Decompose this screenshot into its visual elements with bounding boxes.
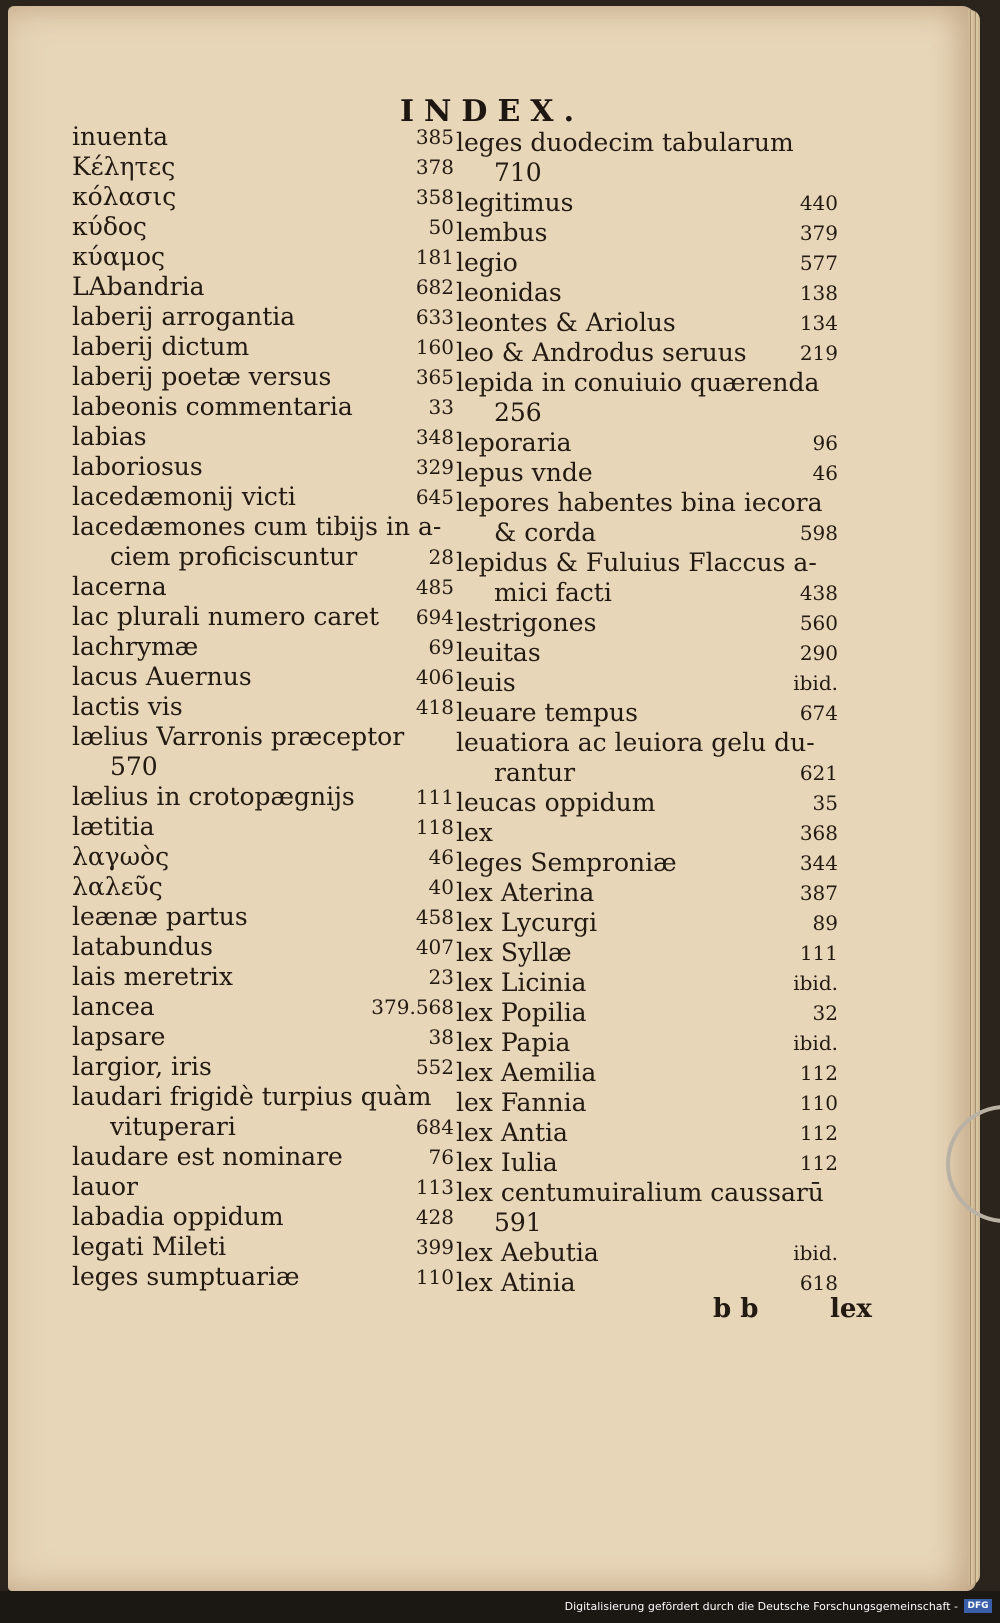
index-term: leontes & Ariolus <box>456 308 676 337</box>
page-number: 577 <box>799 251 838 275</box>
index-entry <box>456 128 838 158</box>
page-number: 111 <box>799 941 838 965</box>
index-entry <box>456 1118 838 1148</box>
page-number: 33 <box>428 395 454 419</box>
index-term: labeonis commentaria <box>72 392 353 421</box>
page-number: 96 <box>812 431 838 455</box>
index-term: leges sumptuariæ <box>72 1262 300 1291</box>
index-term: lais meretrix <box>72 962 234 991</box>
index-term: LAbandria <box>72 272 205 301</box>
index-term: lacus Auernus <box>72 662 252 691</box>
index-term: 710 <box>494 158 542 187</box>
index-term: lapsare <box>72 1022 166 1051</box>
index-entry <box>456 998 838 1028</box>
index-entry <box>456 1208 838 1238</box>
index-entry <box>456 878 838 908</box>
page-number: ibid. <box>793 1241 838 1265</box>
page-header: INDEX. <box>399 94 585 129</box>
index-entry <box>72 512 454 542</box>
index-term: κύδος <box>72 212 147 241</box>
index-entry <box>72 482 454 512</box>
index-entry <box>72 332 454 362</box>
page-number: 598 <box>799 521 838 545</box>
page-number: 674 <box>799 701 838 725</box>
page-number: ibid. <box>793 971 838 995</box>
index-term: lac plurali numero caret <box>72 602 380 631</box>
index-term: vituperari <box>110 1112 236 1141</box>
page-number: 458 <box>415 905 454 929</box>
index-entry <box>72 1202 454 1232</box>
index-entry <box>456 248 838 278</box>
index-term: leo & Androdus seruus <box>456 338 747 367</box>
index-term: ciem proficiscuntur <box>110 542 358 571</box>
index-term: 591 <box>494 1208 542 1237</box>
page-number: 28 <box>428 545 454 569</box>
index-term: lepus vnde <box>456 458 593 487</box>
index-entry <box>456 578 838 608</box>
index-entry <box>72 242 454 272</box>
page-number: 110 <box>415 1265 454 1289</box>
index-entry <box>72 932 454 962</box>
page-number: 46 <box>428 845 454 869</box>
book-page <box>8 6 976 1591</box>
index-entry <box>456 158 838 188</box>
index-entry <box>456 338 838 368</box>
index-entry <box>456 488 838 518</box>
index-entry <box>72 542 454 572</box>
index-entry <box>72 842 454 872</box>
page-number: 368 <box>799 821 838 845</box>
index-term: lex Aebutia <box>456 1238 599 1267</box>
page-number: 38 <box>428 1025 454 1049</box>
page-number: 89 <box>812 911 838 935</box>
page-number: 399 <box>415 1235 454 1259</box>
index-entry <box>456 458 838 488</box>
index-term: λαλεῦς <box>72 872 163 901</box>
page-number: 181 <box>415 245 454 269</box>
index-term: lestrigones <box>456 608 597 637</box>
index-entry <box>72 182 454 212</box>
index-entry <box>456 398 838 428</box>
page-number: 552 <box>415 1055 454 1079</box>
index-term: lælius Varronis præceptor <box>72 722 405 751</box>
index-entry <box>72 1082 454 1112</box>
signature-mark: b b <box>713 1294 759 1324</box>
page-number: 348 <box>415 425 454 449</box>
page-number: 50 <box>428 215 454 239</box>
index-entry <box>456 1268 838 1298</box>
footer-credit: Digitalisierung gefördert durch die Deutsche Forschungsgemeinschaft - <box>564 1600 958 1613</box>
index-term: laboriosus <box>72 452 203 481</box>
index-entry <box>72 302 454 332</box>
index-term: lex Antia <box>456 1118 568 1147</box>
page-number: 428 <box>415 1205 454 1229</box>
index-term: lætitia <box>72 812 155 841</box>
index-term: inuenta <box>72 122 169 151</box>
index-entry <box>456 638 838 668</box>
index-term: lachrymæ <box>72 632 199 661</box>
index-term: lex Lycurgi <box>456 908 598 937</box>
index-entry <box>72 1022 454 1052</box>
index-entry <box>72 152 454 182</box>
index-entry <box>72 632 454 662</box>
index-term: lepores habentes bina iecora <box>456 488 823 517</box>
page-number: 379 <box>799 221 838 245</box>
page-number: 618 <box>799 1271 838 1295</box>
index-entry <box>456 1088 838 1118</box>
index-entry <box>456 758 838 788</box>
index-term: lepidus & Fuluius Flaccus a- <box>456 548 817 577</box>
page-number: 40 <box>428 875 454 899</box>
index-entry <box>72 902 454 932</box>
page-number: 118 <box>415 815 454 839</box>
index-entry <box>72 392 454 422</box>
index-term: laberij poetæ versus <box>72 362 332 391</box>
index-term: lepida in conuiuio quærenda <box>456 368 820 397</box>
index-entry <box>72 1172 454 1202</box>
index-term: lex Aterina <box>456 878 595 907</box>
index-entry <box>72 272 454 302</box>
index-term: lancea <box>72 992 155 1021</box>
index-term: leuare tempus <box>456 698 638 727</box>
index-entry <box>72 122 454 152</box>
page-number: 440 <box>799 191 838 215</box>
page-number: 378 <box>415 155 454 179</box>
index-entry <box>72 1142 454 1172</box>
page-number: 406 <box>415 665 454 689</box>
index-entry <box>456 1178 838 1208</box>
index-term: leænæ partus <box>72 902 248 931</box>
index-term: lex Papia <box>456 1028 571 1057</box>
index-term: 256 <box>494 398 542 427</box>
index-term: lacedæmonij victi <box>72 482 296 511</box>
index-term: lex Atinia <box>456 1268 576 1297</box>
index-term: λαγωὸς <box>72 842 170 871</box>
index-term: lex Popilia <box>456 998 587 1027</box>
index-entry <box>72 872 454 902</box>
page-number: ibid. <box>793 1031 838 1055</box>
dfg-logo: DFG <box>964 1599 992 1613</box>
page-number: 682 <box>415 275 454 299</box>
page-number: 112 <box>799 1061 838 1085</box>
index-entry <box>72 422 454 452</box>
index-entry <box>456 308 838 338</box>
index-term: κόλασις <box>72 182 177 211</box>
index-term: labadia oppidum <box>72 1202 284 1231</box>
index-term: lex centumuiralium caussarū <box>456 1178 824 1207</box>
index-entry <box>72 572 454 602</box>
page-number: 290 <box>799 641 838 665</box>
index-term: legitimus <box>456 188 574 217</box>
index-entry <box>72 812 454 842</box>
page-number: 633 <box>415 305 454 329</box>
page-number: 46 <box>812 461 838 485</box>
page-number: 113 <box>415 1175 454 1199</box>
index-term: lex Fannia <box>456 1088 587 1117</box>
index-term: laudari frigidè turpius quàm <box>72 1082 432 1111</box>
index-term: lacedæmones cum tibijs in a- <box>72 512 442 541</box>
page-number: 358 <box>415 185 454 209</box>
index-term: latabundus <box>72 932 213 961</box>
page-number: 365 <box>415 365 454 389</box>
index-entry <box>72 692 454 722</box>
index-entry <box>456 1238 838 1268</box>
index-term: lacerna <box>72 572 167 601</box>
page-number: 219 <box>799 341 838 365</box>
index-entry <box>72 362 454 392</box>
index-term: leuitas <box>456 638 541 667</box>
index-entry <box>456 218 838 248</box>
index-term: leuis <box>456 668 516 697</box>
page-number: 329 <box>415 455 454 479</box>
index-entry <box>72 662 454 692</box>
index-entry <box>456 428 838 458</box>
index-entry <box>456 548 838 578</box>
index-entry <box>72 1262 454 1292</box>
index-entry <box>456 608 838 638</box>
index-entry <box>72 452 454 482</box>
index-entry <box>456 188 838 218</box>
index-entry <box>456 728 838 758</box>
index-entry <box>72 602 454 632</box>
index-term: rantur <box>494 758 576 787</box>
index-entry <box>456 698 838 728</box>
index-term: laberij dictum <box>72 332 250 361</box>
index-term: lex Syllæ <box>456 938 572 967</box>
page-number: 694 <box>415 605 454 629</box>
index-term: & corda <box>494 518 597 547</box>
index-term: κύαμος <box>72 242 166 271</box>
index-entry <box>456 848 838 878</box>
page-number: 385 <box>415 125 454 149</box>
index-entry <box>72 962 454 992</box>
index-term: lex Licinia <box>456 968 587 997</box>
page-number: 407 <box>415 935 454 959</box>
page-number: 438 <box>799 581 838 605</box>
index-term: leonidas <box>456 278 562 307</box>
index-term: lauor <box>72 1172 139 1201</box>
index-term: labias <box>72 422 147 451</box>
index-term: lembus <box>456 218 548 247</box>
index-entry <box>456 278 838 308</box>
index-term: lex <box>456 818 493 847</box>
index-entry <box>456 668 838 698</box>
page-number: 485 <box>415 575 454 599</box>
page-number: 138 <box>799 281 838 305</box>
index-entry <box>456 968 838 998</box>
index-entry <box>72 722 454 752</box>
index-term: legio <box>456 248 518 277</box>
page-number: 112 <box>799 1121 838 1145</box>
page-number: 134 <box>799 311 838 335</box>
page-number: 344 <box>799 851 838 875</box>
index-term: laberij arrogantia <box>72 302 296 331</box>
page-number: 69 <box>428 635 454 659</box>
index-entry <box>72 782 454 812</box>
index-entry <box>456 1148 838 1178</box>
index-entry <box>72 1052 454 1082</box>
page-number: 418 <box>415 695 454 719</box>
index-entry <box>456 818 838 848</box>
index-entry <box>72 212 454 242</box>
index-term: lex Iulia <box>456 1148 558 1177</box>
page-number: 560 <box>799 611 838 635</box>
page-number: 387 <box>799 881 838 905</box>
index-entry <box>72 992 454 1022</box>
index-entry <box>456 908 838 938</box>
page-number: 76 <box>428 1145 454 1169</box>
index-entry <box>456 368 838 398</box>
page-edge <box>968 10 980 1585</box>
page-number: 645 <box>415 485 454 509</box>
index-term: largior, iris <box>72 1052 212 1081</box>
index-term: Κέλητες <box>72 152 176 181</box>
index-term: mici facti <box>494 578 612 607</box>
page-number: 35 <box>812 791 838 815</box>
index-entry <box>456 518 838 548</box>
page-number: 160 <box>415 335 454 359</box>
page-number: 23 <box>428 965 454 989</box>
index-entry <box>456 788 838 818</box>
index-term: laudare est nominare <box>72 1142 343 1171</box>
index-entry <box>456 1058 838 1088</box>
index-entry <box>456 938 838 968</box>
index-entry <box>72 1232 454 1262</box>
catchword: lex <box>830 1294 872 1324</box>
index-term: lælius in crotopægnijs <box>72 782 355 811</box>
page-number: 111 <box>415 785 454 809</box>
index-entry <box>72 1112 454 1142</box>
page-number: 379.568 <box>371 995 454 1019</box>
index-term: leges Semproniæ <box>456 848 677 877</box>
index-entry <box>72 752 454 782</box>
index-entry <box>456 1028 838 1058</box>
page-number: 112 <box>799 1151 838 1175</box>
index-term: leporaria <box>456 428 572 457</box>
page-number: 110 <box>799 1091 838 1115</box>
page-number: 621 <box>799 761 838 785</box>
page-number: ibid. <box>793 671 838 695</box>
index-term: leuatiora ac leuiora gelu du- <box>456 728 815 757</box>
page-number: 32 <box>812 1001 838 1025</box>
index-term: lactis vis <box>72 692 183 721</box>
index-term: leucas oppidum <box>456 788 656 817</box>
page-number: 684 <box>415 1115 454 1139</box>
index-term: lex Aemilia <box>456 1058 597 1087</box>
index-term: 570 <box>110 752 158 781</box>
index-term: leges duodecim tabularum <box>456 128 794 157</box>
index-term: legati Mileti <box>72 1232 227 1261</box>
